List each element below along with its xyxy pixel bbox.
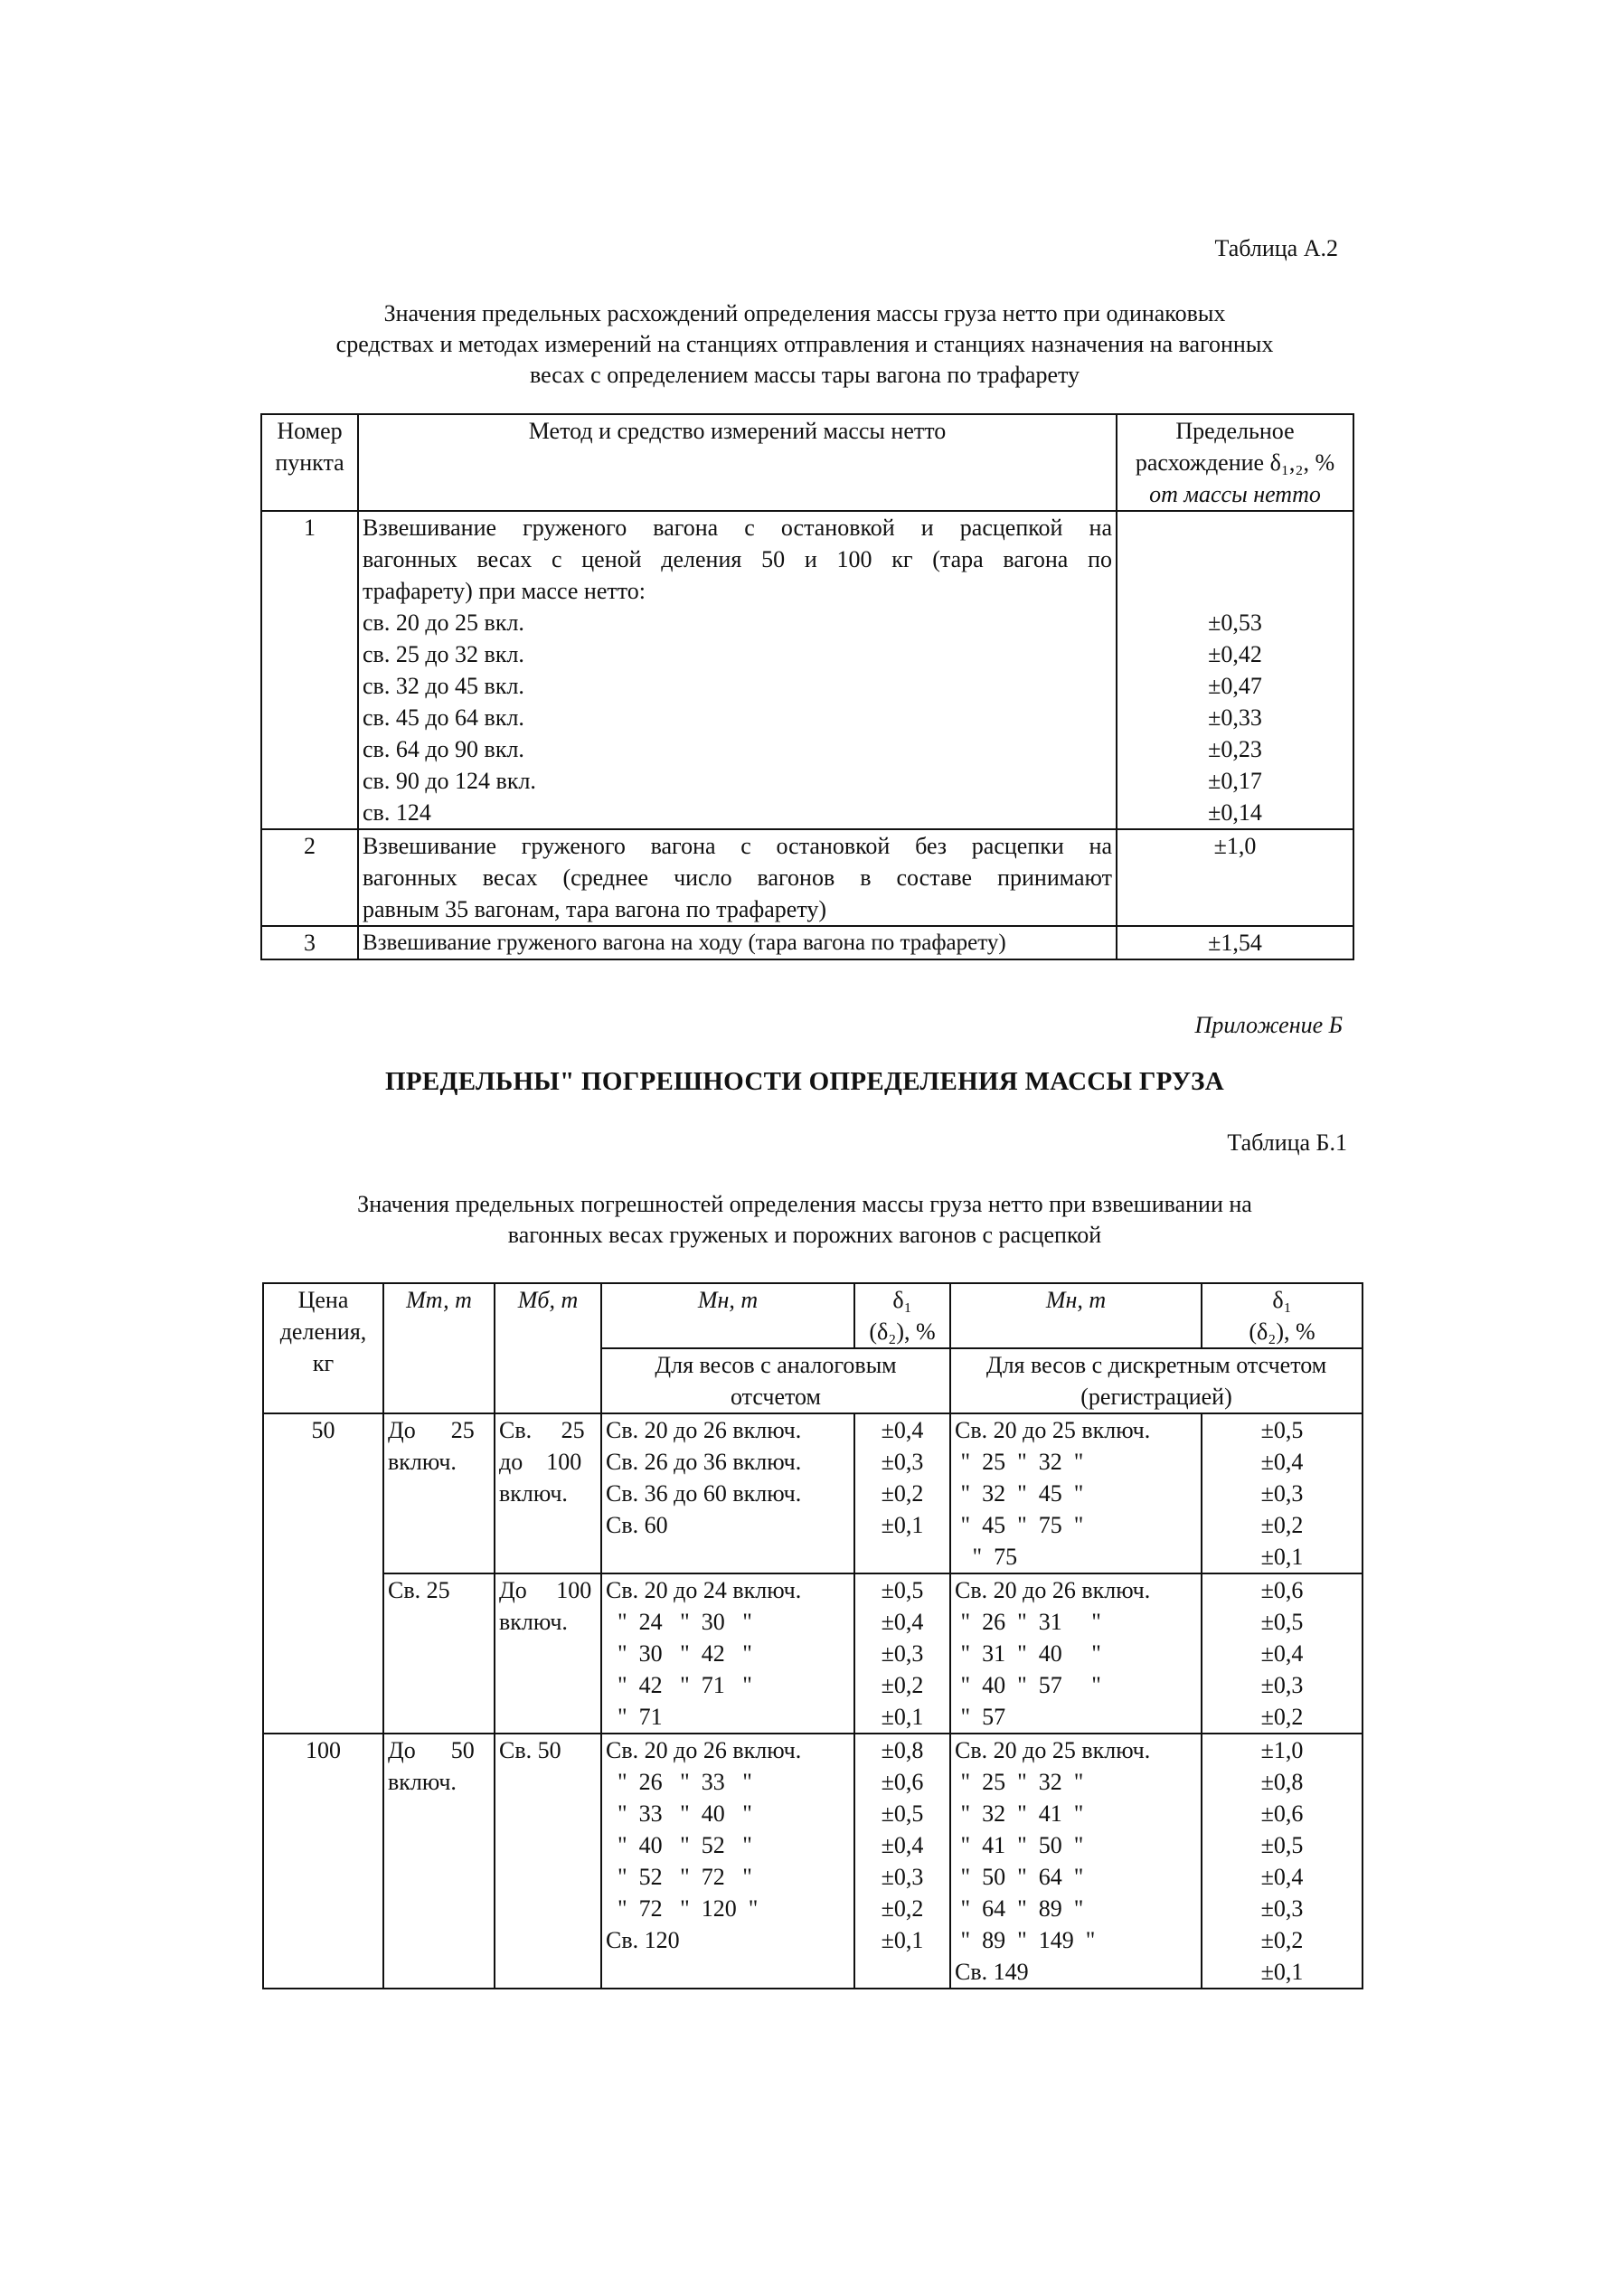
mt-cell: До 25 включ.	[383, 1413, 495, 1573]
list-item: св. 25 до 32 вкл.	[363, 641, 524, 667]
table-row	[261, 511, 1353, 829]
discrete-range-cell: Св. 20 до 26 включ. " 26 " 31 " " 31 " 40 " " 40 " 57 " " 57	[950, 1573, 1202, 1734]
caption-line: Значения предельных погрешностей определения массы груза нетто при взвешивании на	[357, 1191, 1252, 1217]
table-row	[263, 1573, 1363, 1734]
value: ±0,33	[1208, 704, 1262, 731]
table-b1-caption	[217, 1189, 1392, 1251]
analog-value-cell: ±0,4 ±0,3 ±0,2 ±0,1	[854, 1413, 950, 1573]
header-mn-analog: Мн, т	[601, 1283, 854, 1348]
list-item: св. 20 до 25 вкл.	[363, 609, 524, 636]
header-price: Цена деления, кг	[263, 1283, 383, 1413]
table-b1	[262, 1282, 1363, 1989]
appendix-label: Приложение Б	[1194, 1012, 1343, 1038]
mt-cell: Св. 25	[383, 1573, 495, 1734]
caption-line: средствах и методах измерений на станциях отправления и станциях назначения на вагонных	[335, 331, 1274, 357]
header-num: Номер пункта	[261, 414, 358, 511]
table-row	[261, 829, 1353, 926]
analog-range-cell: Св. 20 до 24 включ. " 24 " 30 " " 30 " 42 " " 42 " 71 " " 71	[601, 1573, 854, 1734]
header-mb: Мб, т	[495, 1283, 601, 1413]
table-a2-label: Таблица А.2	[1214, 235, 1338, 261]
header-mn-discrete: Мн, т	[950, 1283, 1202, 1348]
row-value: ±1,0	[1117, 829, 1353, 926]
header-delta-analog: δ₁ (δ₂), %	[854, 1283, 950, 1348]
row-num: 1	[261, 511, 358, 829]
header-method: Метод и средство измерений массы нетто	[358, 414, 1117, 511]
table-row	[263, 1413, 1363, 1573]
row-method: Взвешивание груженого вагона с остановкой и расцепкой на вагонных весах с ценой деления 50 и 100 кг (тара вагона по трафарету) при массе нетто: св. 20 до 25 вкл. св. 25 до 32 вкл. св. 32 до 45 вкл. св. 45 до 64 вкл. св. 64 до 90 вкл. св. 90 до 124 вкл. св. 124	[358, 511, 1117, 829]
header-limit: Предельное расхождение δ₁,₂, % от массы нетто	[1117, 414, 1353, 511]
row-method: Взвешивание груженого вагона с остановкой без расцепки на вагонных весах (среднее число вагонов в составе принимают равным 35 вагонам, тара вагона по трафарету)	[358, 829, 1117, 926]
analog-value-cell: ±0,8 ±0,6 ±0,5 ±0,4 ±0,3 ±0,2 ±0,1	[854, 1734, 950, 1989]
value: ±0,47	[1208, 673, 1262, 699]
discrete-range-cell: Св. 20 до 25 включ. " 25 " 32 " " 32 " 41 " " 41 " 50 " " 50 " 64 " " 64 " 89 " " 89 " 149 " Св. 149	[950, 1734, 1202, 1989]
table-b1-label: Таблица Б.1	[1227, 1129, 1347, 1156]
header-analog-group: Для весов с аналоговым отсчетом	[601, 1348, 950, 1413]
discrete-value-cell: ±0,5 ±0,4 ±0,3 ±0,2 ±0,1	[1202, 1413, 1363, 1573]
value: ±0,23	[1208, 736, 1262, 762]
header-delta-discrete: δ₁ (δ₂), %	[1202, 1283, 1363, 1348]
price-cell: 50	[263, 1413, 383, 1734]
list-item: св. 124	[363, 799, 431, 826]
discrete-value-cell: ±0,6 ±0,5 ±0,4 ±0,3 ±0,2	[1202, 1573, 1363, 1734]
mb-cell: До 100 включ.	[495, 1573, 601, 1734]
header-discrete-group: Для весов с дискретным отсчетом (регистрацией)	[950, 1348, 1363, 1413]
table-a2-caption	[217, 298, 1392, 391]
mb-cell: Св. 50	[495, 1734, 601, 1989]
table-row	[263, 1734, 1363, 1989]
price-cell: 100	[263, 1734, 383, 1989]
analog-range-cell: Св. 20 до 26 включ. Св. 26 до 36 включ. Св. 36 до 60 включ. Св. 60	[601, 1413, 854, 1573]
header-mt: Мт, т	[383, 1283, 495, 1413]
analog-value-cell: ±0,5 ±0,4 ±0,3 ±0,2 ±0,1	[854, 1573, 950, 1734]
list-item: св. 64 до 90 вкл.	[363, 736, 524, 762]
appendix-heading: ПРЕДЕЛЬНЫ" ПОГРЕШНОСТИ ОПРЕДЕЛЕНИЯ МАССЫ ГРУЗА	[385, 1067, 1224, 1096]
caption-line: вагонных весах груженых и порожних вагонов с расцепкой	[507, 1222, 1102, 1248]
discrete-value-cell: ±1,0 ±0,8 ±0,6 ±0,5 ±0,4 ±0,3 ±0,2 ±0,1	[1202, 1734, 1363, 1989]
row-values	[1117, 511, 1353, 829]
row-num: 3	[261, 926, 358, 959]
table-header-row	[261, 414, 1353, 511]
analog-range-cell: Св. 20 до 26 включ. " 26 " 33 " " 33 " 40 " " 40 " 52 " " 52 " 72 " " 72 " 120 " Св. 120	[601, 1734, 854, 1989]
table-header-row	[263, 1283, 1363, 1348]
caption-line: весах с определением массы тары вагона по трафарету	[529, 362, 1080, 388]
list-item: св. 90 до 124 вкл.	[363, 768, 536, 794]
value: ±0,17	[1208, 768, 1262, 794]
row-num: 2	[261, 829, 358, 926]
value: ±0,14	[1208, 799, 1262, 826]
value: ±0,53	[1208, 609, 1262, 636]
row-method: Взвешивание груженого вагона на ходу (тара вагона по трафарету)	[358, 926, 1117, 959]
table-a2	[260, 413, 1354, 960]
row-value: ±1,54	[1117, 926, 1353, 959]
mt-cell: До 50 включ.	[383, 1734, 495, 1989]
mb-cell: Св. 25 до 100 включ.	[495, 1413, 601, 1573]
discrete-range-cell: Св. 20 до 25 включ. " 25 " 32 " " 32 " 45 " " 45 " 75 " " 75	[950, 1413, 1202, 1573]
list-item: св. 45 до 64 вкл.	[363, 704, 524, 731]
table-row	[261, 926, 1353, 959]
list-item: св. 32 до 45 вкл.	[363, 673, 524, 699]
value: ±0,42	[1208, 641, 1262, 667]
caption-line: Значения предельных расхождений определения массы груза нетто при одинаковых	[383, 300, 1226, 326]
